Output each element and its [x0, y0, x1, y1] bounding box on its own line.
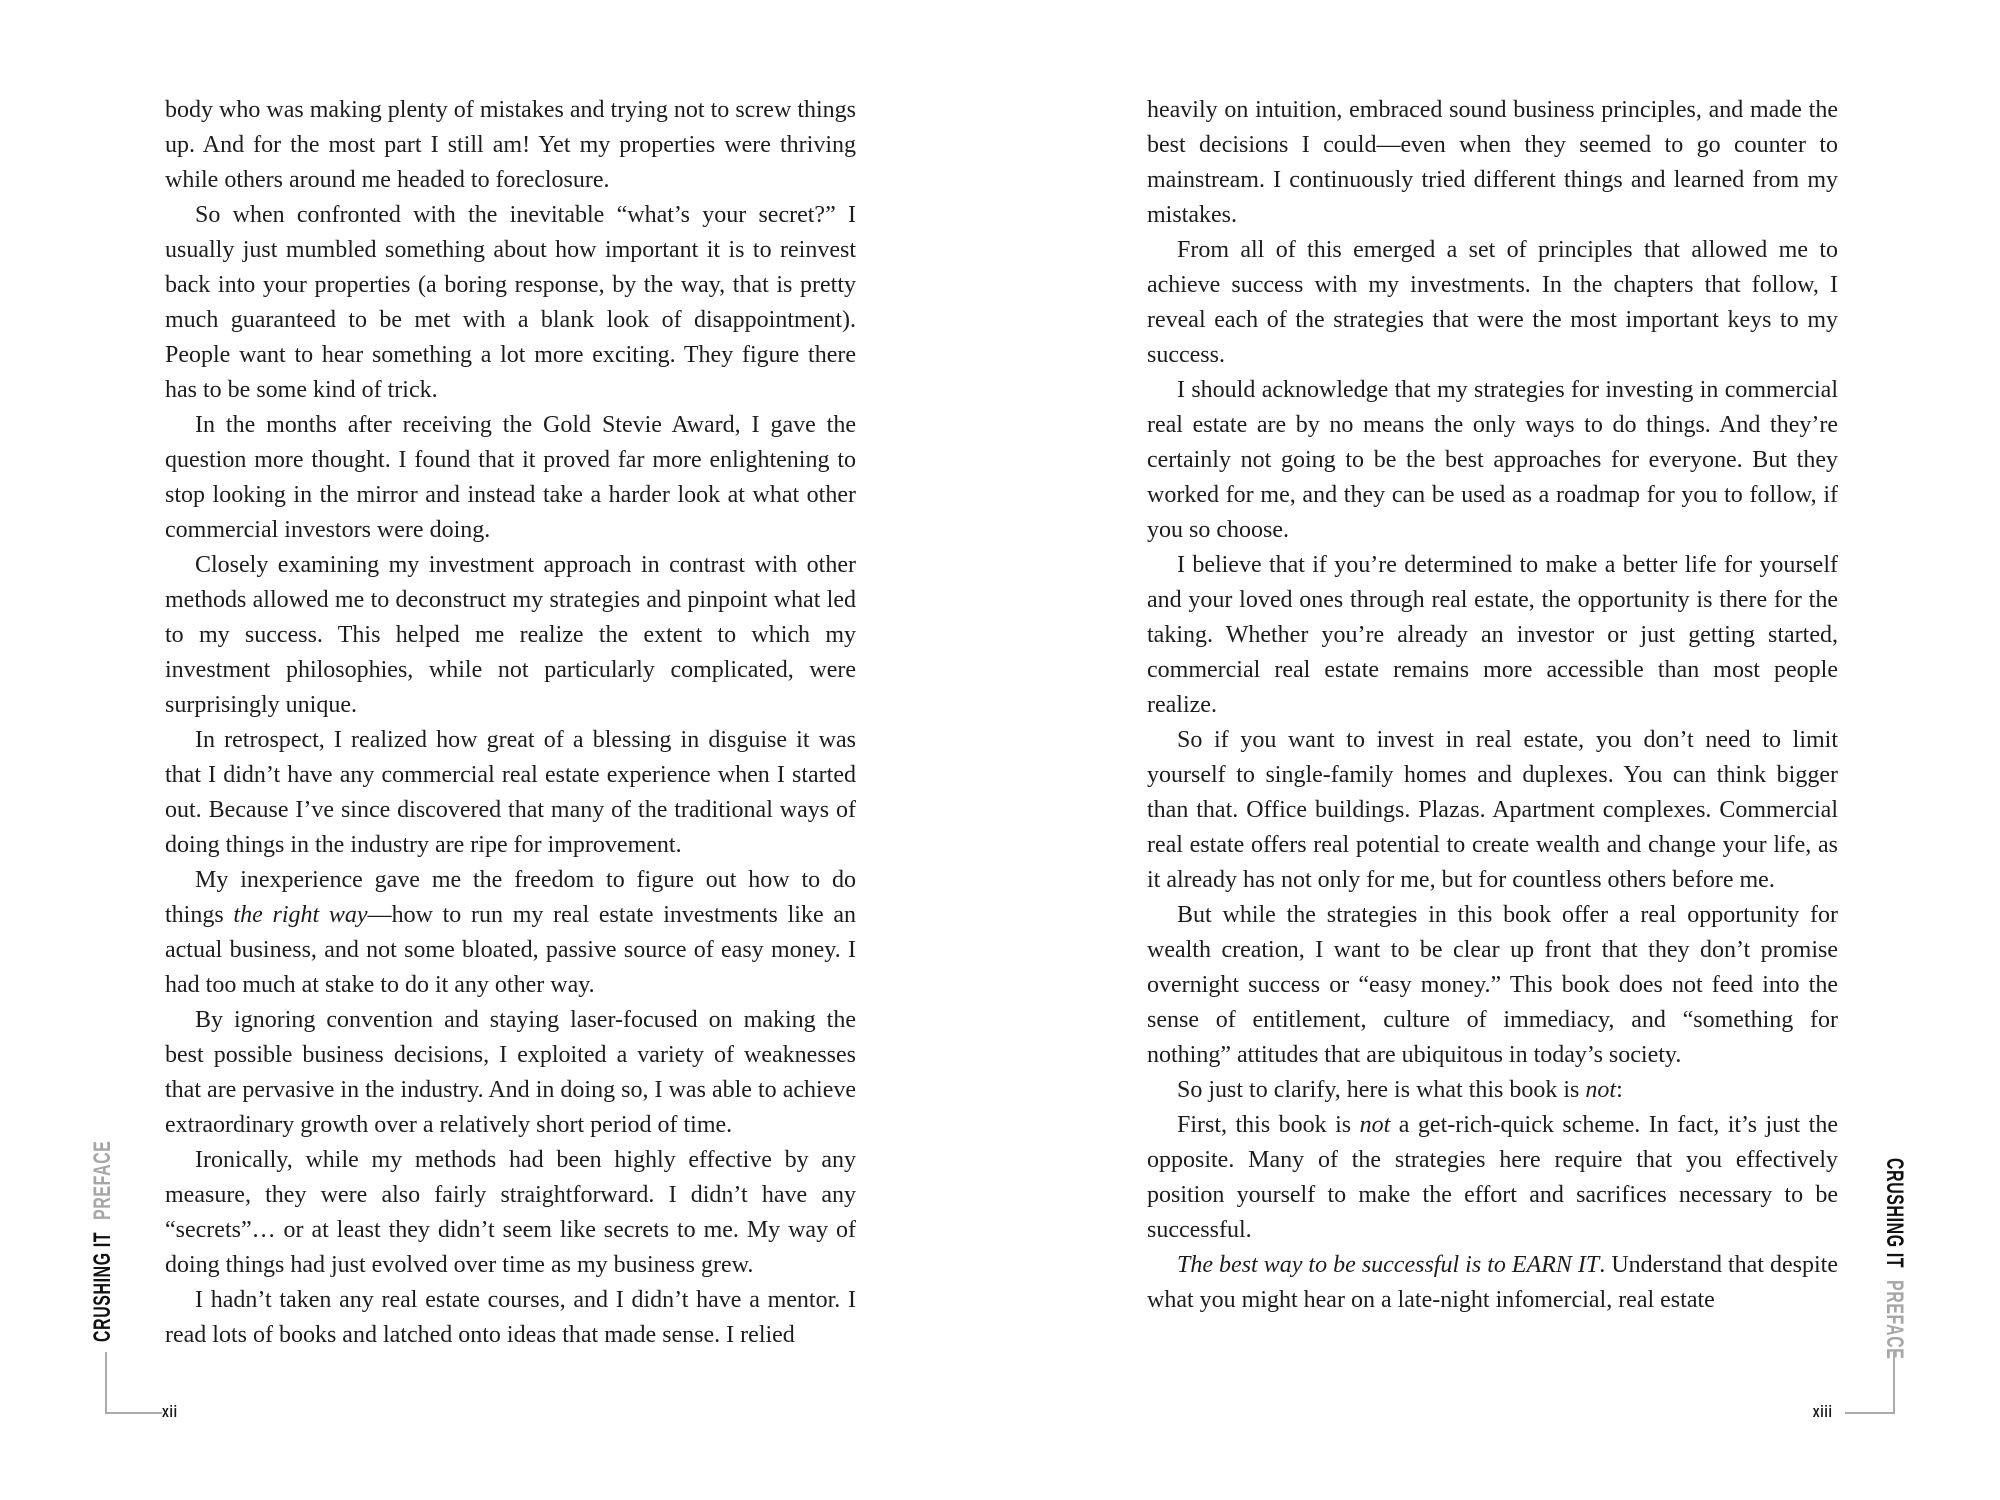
text-run: : — [1616, 1077, 1623, 1103]
paragraph — [165, 1283, 856, 1353]
paragraph — [1147, 1248, 1838, 1318]
text-run: heavily on intuition, embraced sound business principles, and made the best decisions I could—even when they seemed to go counter to mainstream. I continuously tried different things and learned from my mistakes. — [1147, 97, 1838, 228]
text-run: From all of this emerged a set of principles that allowed me to achieve success with my investments. In the chapters that follow, I reveal each of the strategies that were the most important keys to my success. — [1147, 237, 1838, 368]
paragraph — [1147, 233, 1838, 373]
italic-text-run: not — [1359, 1112, 1391, 1138]
text-run: I believe that if you’re determined to make a better life for yourself and your loved ones through real estate, the opportunity is there for the taking. Whether you’re already an investor or just getting started, commercial real estate remains more accessible than most people realize. — [1147, 552, 1838, 718]
text-run: So when confronted with the inevitable “what’s your secret?” I usually just mumbled something about how important it is to reinvest back into your properties (a boring response, by the way, that is pretty much guaranteed to be met with a blank look of disappointment). People want to hear something a lot more exciting. They figure there has to be some kind of trick. — [165, 202, 856, 403]
paragraph — [165, 408, 856, 548]
text-run: I hadn’t taken any real estate courses, and I didn’t have a mentor. I read lots of books and latched onto ideas that made sense. I relied — [165, 1287, 856, 1348]
paragraph — [165, 1143, 856, 1283]
paragraph — [1147, 723, 1838, 898]
paragraph — [165, 93, 856, 198]
section-label-vertical: PREFACE — [89, 1140, 116, 1220]
text-run: But while the strategies in this book offer a real opportunity for wealth creation, I want to be clear up front that they don’t promise overnight success or “easy money.” This book does not feed into the sense of entitlement, culture of immediacy, and “something for nothing” attitudes that are ubiquitous in today’s society. — [1147, 902, 1838, 1068]
text-run: My inexperience gave me the freedom to figure out how to do things — [165, 867, 856, 928]
text-run: In retrospect, I realized how great of a blessing in disguise it was that I didn’t have any commercial real estate experience when I started out. Because I’ve since discovered that many of the traditional ways of doing things in the industry are ripe for improvement. — [165, 727, 856, 858]
right-page-number-text: xiii — [1813, 1402, 1833, 1421]
paragraph — [1147, 93, 1838, 233]
left-running-head — [91, 1140, 115, 1342]
paragraph — [1147, 548, 1838, 723]
italic-text-run: not — [1585, 1077, 1617, 1103]
text-run: By ignoring convention and staying laser-focused on making the best possible business decisions, I exploited a variety of weaknesses that are pervasive in the industry. And in doing so, I was able to achieve extraordinary growth over a relatively short period of time. — [165, 1007, 856, 1138]
paragraph — [165, 863, 856, 1003]
italic-text-run: The best way to be successful is to EARN IT — [1177, 1252, 1600, 1278]
paragraph — [1147, 898, 1838, 1073]
left-corner-rule — [105, 1352, 162, 1414]
text-run: —how to run my real estate investments like an actual business, and not some bloated, passive source of easy money. I had too much at stake to do it any other way. — [165, 902, 856, 998]
text-run: . Understand that despite what you might hear on a late-night infomercial, real estate — [1147, 1252, 1838, 1313]
text-run: Closely examining my investment approach in contrast with other methods allowed me to deconstruct my strategies and pinpoint what led to my success. This helped me realize the extent to which my investment philosophies, while not particularly complicated, were surprisingly unique. — [165, 552, 856, 718]
left-page-number-text: xii — [162, 1402, 178, 1421]
paragraph — [1147, 373, 1838, 548]
paragraph — [1147, 1108, 1838, 1248]
paragraph — [165, 198, 856, 408]
paragraph — [165, 548, 856, 723]
paragraph — [1147, 1073, 1838, 1108]
book-title-vertical: CRUSHING IT — [1881, 1158, 1908, 1269]
paragraph — [165, 1003, 856, 1143]
text-run: In the months after receiving the Gold Stevie Award, I gave the question more thought. I found that it proved far more enlightening to stop looking in the mirror and instead take a harder look at what other commercial investors were doing. — [165, 412, 856, 543]
text-run: First, this book is — [1177, 1112, 1360, 1138]
text-run: body who was making plenty of mistakes and trying not to screw things up. And for the most part I still am! Yet my properties were thriving while others around me headed to foreclosure. — [165, 97, 856, 193]
left-page-number — [162, 1402, 184, 1422]
text-run: So just to clarify, here is what this book is — [1177, 1077, 1586, 1103]
italic-text-run: the right way — [233, 902, 368, 928]
text-run: I should acknowledge that my strategies for investing in commercial real estate are by no means the only ways to do things. And they’re certainly not going to be the best approaches for everyone. But they worked for me, and they can be used as a roadmap for you to follow, if you so choose. — [1147, 377, 1838, 543]
right-running-head — [1882, 1158, 1906, 1360]
book-title-vertical: CRUSHING IT — [89, 1231, 116, 1342]
section-label-vertical: PREFACE — [1881, 1280, 1908, 1360]
right-corner-rule — [1845, 1352, 1895, 1414]
paragraph — [165, 723, 856, 863]
text-run: So if you want to invest in real estate, you don’t need to limit yourself to single-family homes and duplexes. You can think bigger than that. Office buildings. Plazas. Apartment complexes. Commercial real estate offers real potential to create wealth and change your life, as it already has not only for me, but for countless others before me. — [1147, 727, 1838, 893]
right-page-number — [1760, 1402, 1833, 1422]
text-run: Ironically, while my methods had been highly effective by any measure, they were also fairly straightforward. I didn’t have any “secrets”… or at least they didn’t seem like secrets to me. My way of doing things had just evolved over time as my business grew. — [165, 1147, 856, 1278]
left-page-text — [165, 93, 856, 1359]
text-run: a get-rich-quick scheme. In fact, it’s just the opposite. Many of the strategies here require that you effectively position yourself to make the effort and sacrifices necessary to be successful. — [1147, 1112, 1838, 1243]
right-page-text — [1147, 93, 1838, 1359]
